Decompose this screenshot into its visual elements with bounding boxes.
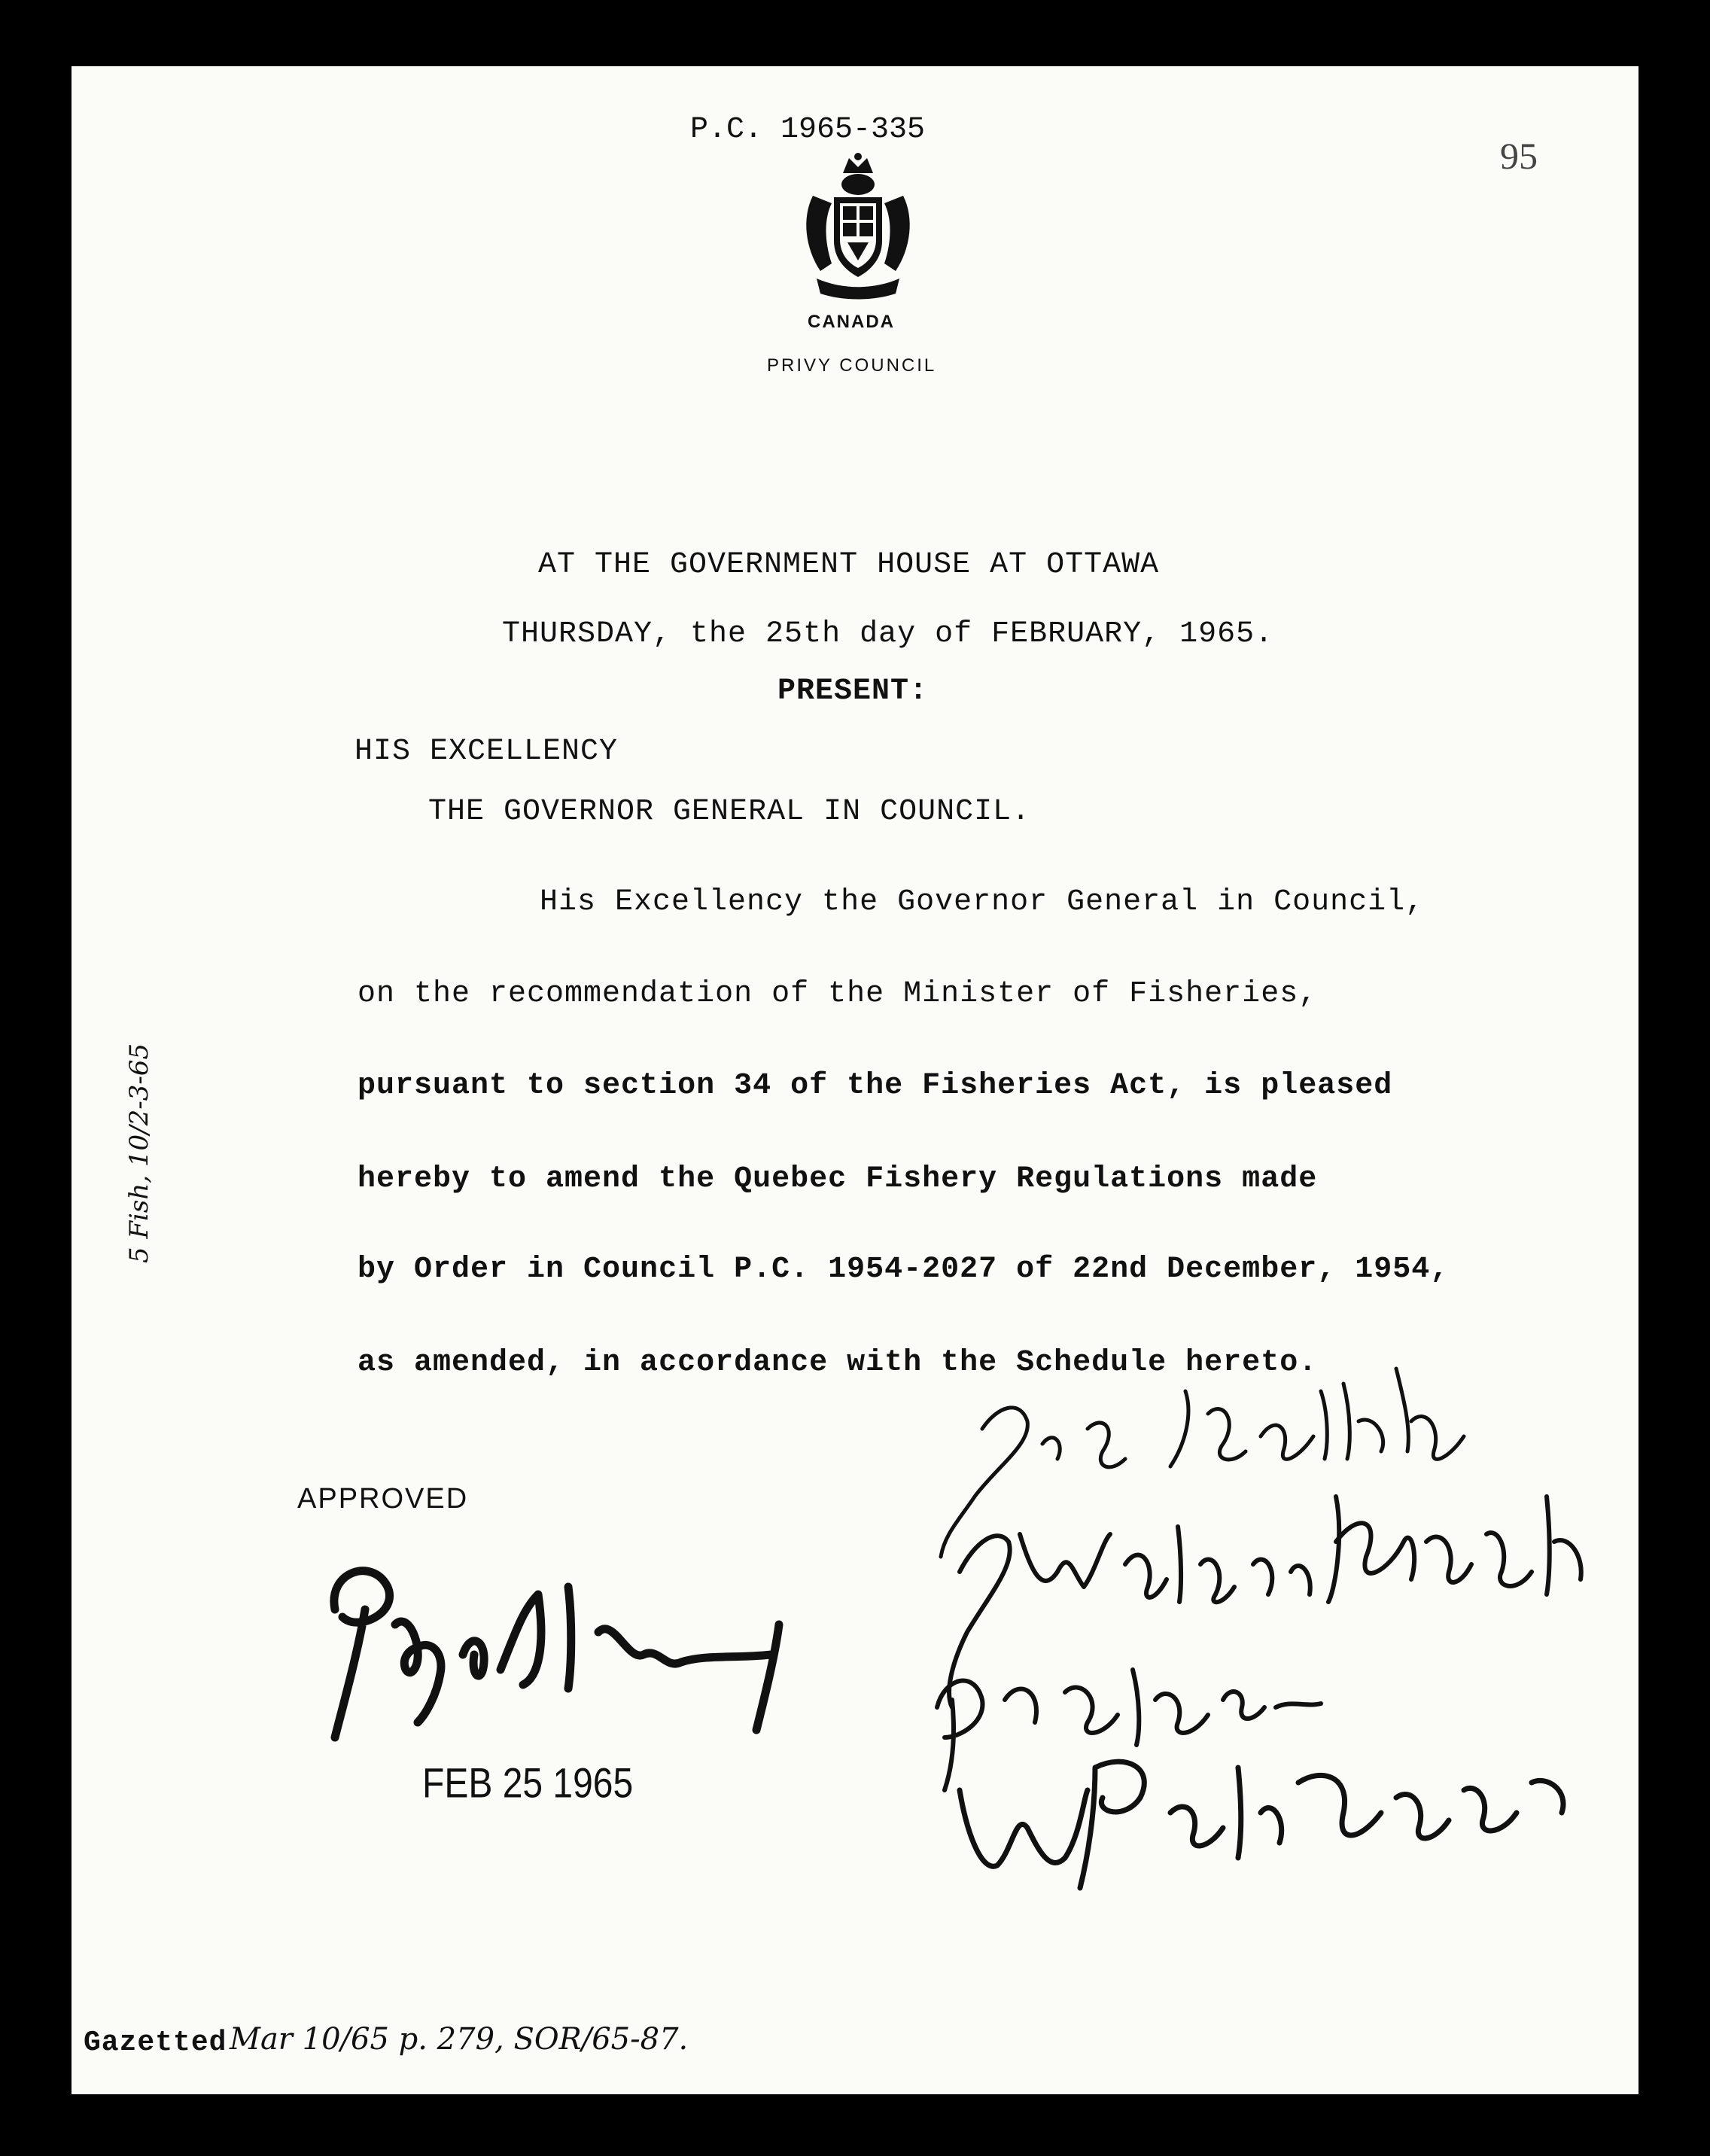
- meeting-date: THURSDAY, the 25th day of FEBRUARY, 1965.: [502, 617, 1274, 651]
- present-label: PRESENT:: [777, 675, 929, 708]
- page-number: 95: [1500, 135, 1538, 177]
- body-line-2: on the recommendation of the Minister of Fisheries,: [358, 977, 1318, 1011]
- governor-general-signature: [312, 1542, 884, 1768]
- document-page: [72, 66, 1638, 2094]
- body-line-5: by Order in Council P.C. 1954-2027 of 22nd December, 1954,: [358, 1253, 1450, 1287]
- margin-note: 5 Fish, 10/2-3-65: [124, 1043, 154, 1263]
- gazetted-label: Gazetted: [84, 2027, 227, 2059]
- meeting-location: AT THE GOVERNMENT HOUSE AT OTTAWA: [538, 548, 1160, 582]
- body-line-6: as amended, in accordance with the Schedule hereto.: [358, 1346, 1318, 1380]
- gazetted-note: Mar 10/65 p. 279, SOR/65-87.: [230, 2022, 689, 2057]
- approved-label: APPROVED: [297, 1483, 469, 1515]
- body-line-1: His Excellency the Governor General in Council,: [540, 885, 1425, 919]
- attendee-line-1: HIS EXCELLENCY: [354, 735, 619, 769]
- office-label: PRIVY COUNCIL: [767, 355, 937, 376]
- body-line-4: hereby to amend the Quebec Fishery Regulations made: [358, 1162, 1318, 1196]
- order-number: P.C. 1965-335: [690, 113, 926, 147]
- attendee-line-2: THE GOVERNOR GENERAL IN COUNCIL.: [428, 795, 1031, 829]
- canada-coat-of-arms-icon: [798, 151, 918, 301]
- country-label: CANADA: [808, 312, 895, 332]
- body-line-3: pursuant to section 34 of the Fisheries Act, is pleased: [358, 1069, 1393, 1103]
- approval-stamp-date: FEB 25 1965: [422, 1761, 634, 1807]
- council-signatures: [869, 1346, 1607, 1918]
